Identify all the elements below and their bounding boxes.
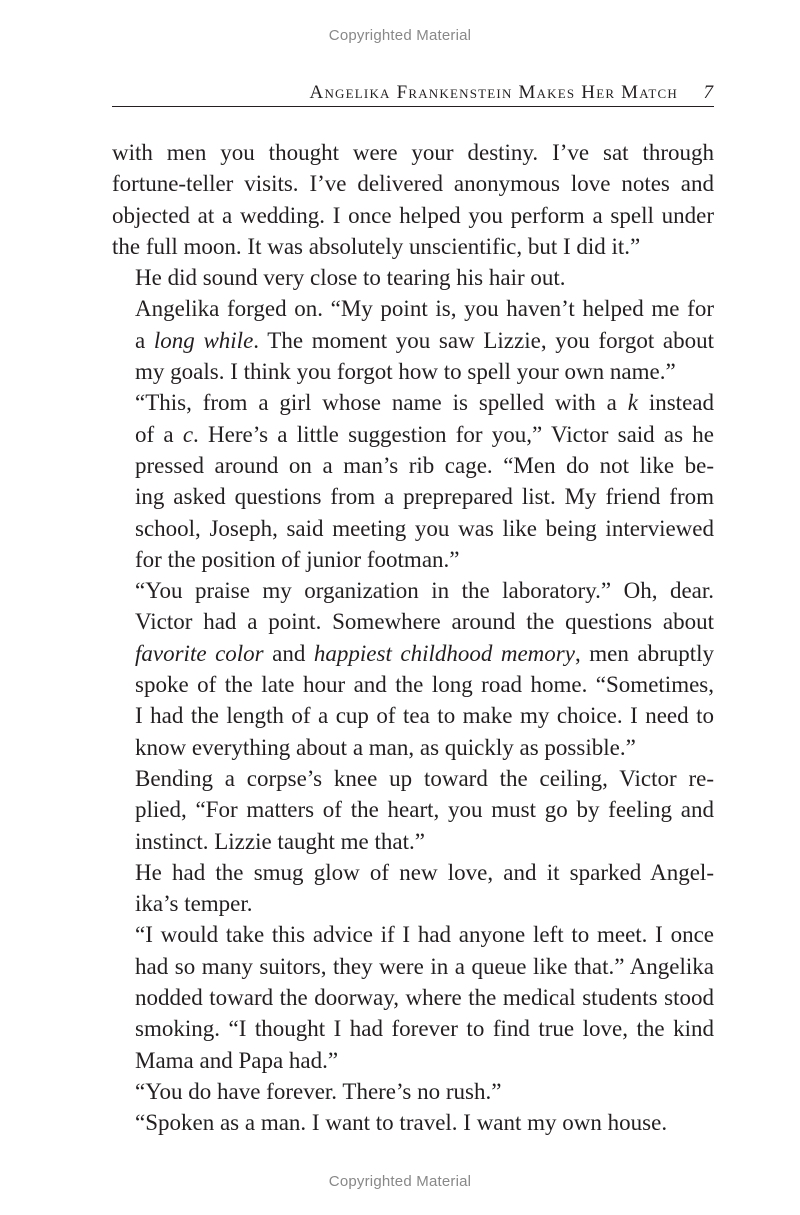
text-line: fortune-teller visits. I’ve delivered anonymous love notes and	[112, 171, 714, 197]
paragraph	[112, 387, 714, 575]
paragraph	[112, 262, 714, 293]
text-line: “You praise my organization in the laboratory.” Oh, dear.	[135, 578, 714, 604]
text-line: objected at a wedding. I once helped you perform a spell under	[112, 202, 714, 228]
text-line: instinct. Lizzie taught me that.”	[135, 828, 425, 854]
text-run: . Here’s a little suggestion for you,” Victor said as he	[193, 421, 714, 447]
italic-text: favorite color	[135, 640, 264, 666]
text-line: for the position of junior footman.”	[135, 546, 460, 572]
text-line: “Spoken as a man. I want to travel. I want my own house.	[135, 1110, 668, 1136]
text-line: “I would take this advice if I had anyone left to meet. I once	[135, 922, 714, 948]
text-line: Victor had a point. Somewhere around the questions about	[135, 609, 714, 635]
text-line: pressed around on a man’s rib cage. “Men do not like be-	[135, 452, 714, 478]
paragraph	[112, 1107, 714, 1138]
text-line: with men you thought were your destiny. I’ve sat through	[112, 140, 714, 165]
text-line: know everything about a man, as quickly as possible.”	[135, 734, 636, 760]
paragraph	[112, 137, 714, 262]
italic-text: long while	[153, 327, 254, 353]
text-line: smoking. “I thought I had forever to find true love, the kind	[135, 1016, 714, 1042]
text-line: He did sound very close to tearing his hair out.	[135, 265, 566, 291]
text-line: He had the smug glow of new love, and it sparked Angel-	[135, 859, 714, 885]
text-line	[112, 387, 714, 418]
text-line: had so many suitors, they were in a queue like that.” Angelika	[135, 953, 714, 979]
text-line: plied, “For matters of the heart, you must go by feeling and	[135, 797, 714, 823]
running-header	[112, 82, 714, 107]
paragraph	[112, 293, 714, 387]
text-line: Mama and Papa had.”	[135, 1047, 339, 1073]
text-run: . The moment you saw Lizzie, you forgot about	[253, 327, 714, 353]
text-run: and	[263, 640, 314, 666]
text-run: “This, from a girl whose name is spelled with a	[135, 390, 628, 416]
text-run: a	[135, 327, 154, 353]
text-line: ika’s temper.	[135, 891, 253, 917]
page-number: 7	[703, 82, 713, 103]
text-line	[112, 325, 714, 356]
text-line: Angelika forged on. “My point is, you haven’t helped me for	[135, 296, 714, 322]
paragraph	[112, 763, 714, 857]
body-text	[112, 137, 714, 1139]
italic-text: c	[182, 421, 194, 447]
text-run: instead	[637, 390, 714, 416]
italic-text: k	[627, 390, 638, 416]
text-line: nodded toward the doorway, where the medical students stood	[135, 985, 714, 1011]
paragraph	[112, 857, 714, 920]
text-line: school, Joseph, said meeting you was like being interviewed	[135, 515, 714, 541]
text-line: the full moon. It was absolutely unscientific, but I did it.”	[112, 233, 641, 259]
copyright-watermark-top: Copyrighted Material	[328, 27, 472, 44]
text-run: , men abruptly	[574, 640, 715, 666]
text-line: spoke of the late hour and the long road home. “Sometimes,	[135, 672, 714, 698]
text-line	[112, 419, 714, 450]
text-run: of a	[135, 421, 183, 447]
text-line	[112, 638, 714, 669]
text-line: Bending a corpse’s knee up toward the ceiling, Victor re-	[135, 765, 714, 791]
running-title: Angelika Frankenstein Makes Her Match	[309, 82, 678, 103]
copyright-watermark-bottom: Copyrighted Material	[328, 1173, 472, 1190]
text-line: my goals. I think you forgot how to spell your own name.”	[135, 359, 676, 385]
paragraph	[112, 1076, 714, 1107]
text-line: “You do have forever. There’s no rush.”	[135, 1078, 502, 1104]
text-line: ing asked questions from a preprepared list. My friend from	[135, 484, 714, 510]
text-line: I had the length of a cup of tea to make my choice. I need to	[135, 703, 714, 729]
paragraph	[112, 919, 714, 1075]
italic-text: happiest childhood memory	[313, 640, 575, 666]
paragraph	[112, 575, 714, 763]
